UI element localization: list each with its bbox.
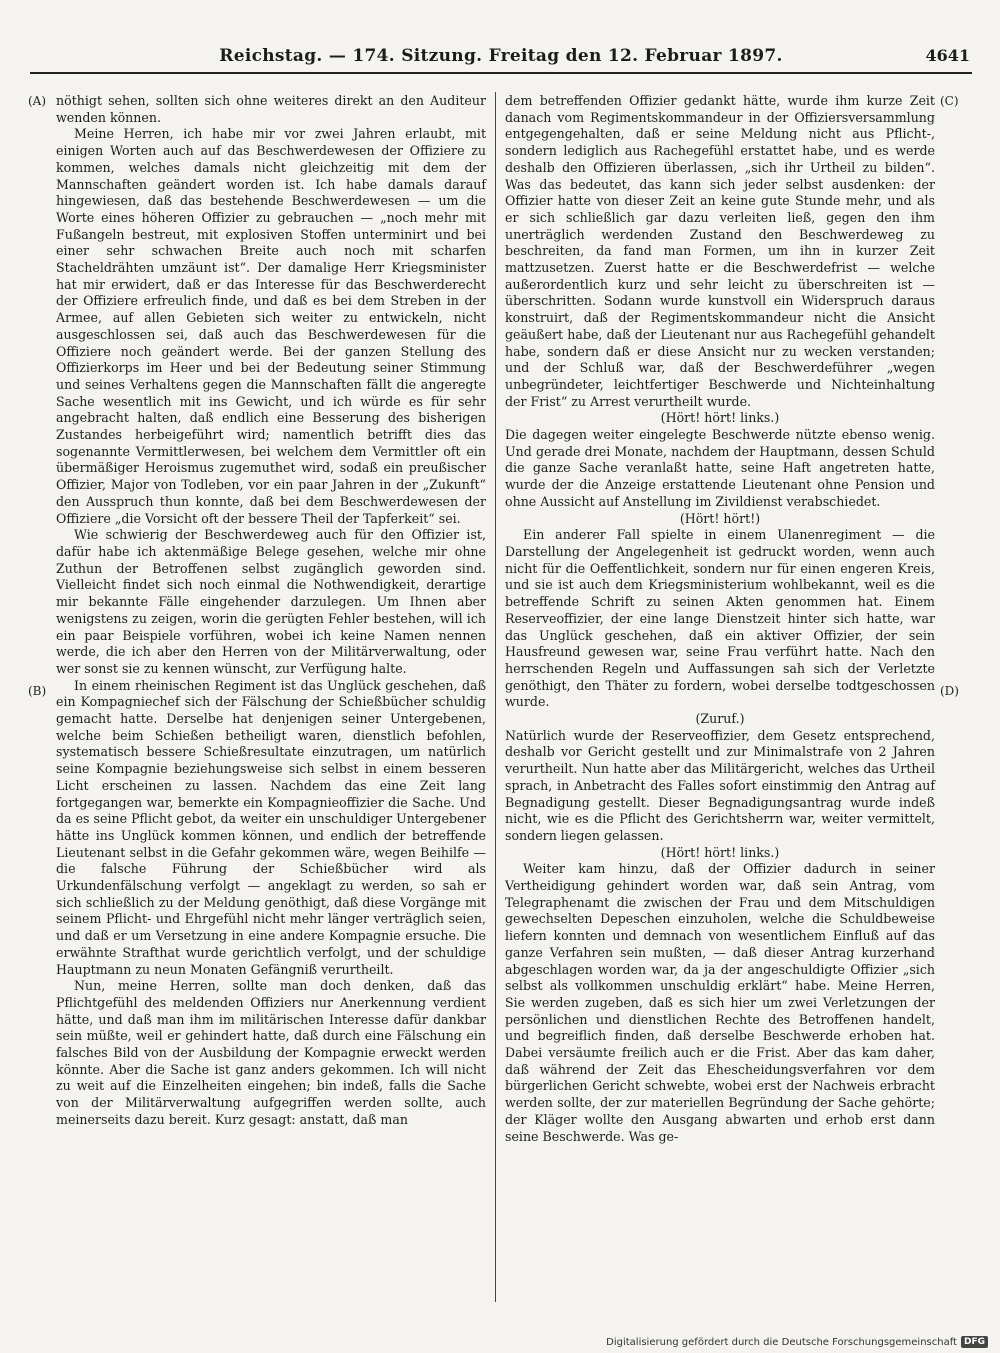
paragraph: Natürlich wurde der Reserveoffizier, dem Gesetz entsprechend, deshalb vor Gericht gestellt und zur Minimalstrafe von 2 Jahren verurtheilt. Nun hatte aber das Militärgericht, welches das Urtheil sprach, in Anbetracht des Falles sofort einstimmig den Antrag auf Begnadigung gestellt. Dieser Begnadigungsantrag wurde indeß nicht, wie es die Pflicht des Gerichtsherrn war, weiter vermittelt, sondern liegen gelassen.	[505, 727, 935, 843]
paragraph: In einem rheinischen Regiment ist das Unglück geschehen, daß ein Kompagniechef sich der Fälschung der Schießbücher schuldig gemacht hatte. Derselbe hat denjenigen seiner Untergebenen, welche beim Schießen betheiligt waren, dienstlich befohlen, systematisch bessere Schießresultate einzutragen, um natürlich seine Kompagnie beziehungsweise sich selbst in einem besseren Licht erscheinen zu lassen. Nachdem das eine Zeit lang fortgegangen war, bemerkte ein Kompagnieoffizier die Sache. Und da es seine Pflicht gebot, da weiter ein unschuldiger Untergebener hätte ins Unglück kommen können, und endlich der betreffende Lieutenant selbst in die Gefahr gekommen wäre, wegen Beihilfe — die falsche Führung der Schießbücher wird als Urkundenfälschung verfolgt — angeklagt zu werden, so sah er sich schließlich zu der Meldung genöthigt, daß diese Vorgänge mit seinem Pflicht- und Ehrgefühl nicht mehr länger verträglich seien, und daß er um Versetzung in eine andere Kompagnie ersuche. Die erwähnte Strafthat wurde gerichtlich verfolgt, und der schuldige Hauptmann zu neun Monaten Gefängniß verurtheilt.	[56, 677, 486, 977]
margin-marker-a: (A)	[28, 94, 47, 108]
interjection: (Zuruf.)	[695, 711, 745, 727]
column-divider	[495, 92, 496, 1302]
paragraph: Die dagegen weiter eingelegte Beschwerde nützte ebenso wenig. Und gerade drei Monate, nachdem der Hauptmann, dessen Schuld die ganze Sache veranlaßt hatte, seine Haft angetreten hatte, wurde der die Anzeige erstattende Lieutenant ohne Pension und ohne Aussicht auf Anstellung im Zivildienst verabschiedet.	[505, 427, 935, 509]
dfg-logo-icon: DFG	[961, 1336, 988, 1348]
paragraph: nöthigt sehen, sollten sich ohne weiteres direkt an den Auditeur wenden können.	[56, 93, 486, 125]
paragraph: Wie schwierig der Beschwerdeweg auch für den Offizier ist, dafür habe ich aktenmäßige Belege gesehen, welche mir ohne Zuthun der Betroffenen selbst zugänglich geworden sind. Vielleicht findet sich noch einmal die Nothwendigkeit, derartige mir bekannte Fälle eingehender darzulegen. Um Ihnen aber wenigstens zu zeigen, worin die gerügten Fehler bestehen, will ich ein paar Beispiele vorführen, wobei ich keine Namen nennen werde, die ich aber den Herren von der Militärverwaltung, oder wer sonst sie zu kennen wünscht, zur Verfügung halte.	[56, 527, 486, 676]
left-column	[56, 93, 486, 1129]
interjection: (Hört! hört!)	[679, 510, 761, 526]
margin-marker-d: (D)	[940, 684, 959, 698]
footer	[606, 1336, 988, 1348]
page-title: Reichstag. — 174. Sitzung. Freitag den 12. Februar 1897.	[219, 46, 783, 66]
interjection: (Hört! hört! links.)	[660, 410, 780, 426]
paragraph: Ein anderer Fall spielte in einem Ulanenregiment — die Darstellung der Angelegenheit ist gedruckt worden, wenn auch nicht für die Oeffentlichkeit, sondern nur für einen engeren Kreis, und sie ist auch dem Kriegsministerium wohlbekannt, weil es die betreffende Schrift zu seinen Akten genommen hat. Einem Reserveoffizier, der eine lange Dienstzeit hinter sich hatte, war das Unglück geschehen, daß ein aktiver Offizier, der sein Hausfreund gewesen war, seine Frau verführt hatte. Nach den herrschenden Regeln und Auffassungen sah sich der Verletzte genöthigt, den Thäter zu fordern, wobei derselbe todtgeschossen wurde.	[505, 527, 935, 710]
paragraph: Nun, meine Herren, sollte man doch denken, daß das Pflichtgefühl des meldenden Offiziers nur Anerkennung verdient hätte, und daß man ihm im militärischen Interesse dafür dankbar sein müßte, weil er gehindert hatte, daß durch eine Fälschung ein falsches Bild von der Ausbildung der Kompagnie erweckt werden könnte. Aber die Sache ist ganz anders gekommen. Ich will nicht zu weit auf die Einzelheiten eingehen; bin indeß, falls die Sache von der Militärverwaltung aufgegriffen werden sollte, auch meinerseits dazu bereit. Kurz gesagt: anstatt, daß man	[56, 978, 486, 1127]
page-number: 4641	[925, 46, 970, 65]
interjection: (Hört! hört! links.)	[660, 844, 780, 860]
paragraph: dem betreffenden Offizier gedankt hätte, wurde ihm kurze Zeit danach vom Regimentskommandeur in der Offiziersversammlung entgegengehalten, daß er seine Meldung nicht aus Pflicht-, sondern lediglich aus Rachegefühl erstattet habe, und es werde deshalb den Offizieren überlassen, „sich ihr Urtheil zu bilden“. Was das bedeutet, das kann sich jeder selbst ausdenken: der Offizier hatte von dieser Zeit an keine gute Stunde mehr, und als er sich schließlich gar dazu verleiten ließ, gegen den ihm unerträglich werdenden Zustand den Beschwerdeweg zu beschreiten, da fand man Formen, um ihn in kurzer Zeit mattzusetzen. Zuerst hatte er die Beschwerdefrist — welche außerordentlich kurz und sehr leicht zu überschreiten ist — überschritten. Sodann wurde kunstvoll ein Widerspruch daraus konstruirt, daß der Regimentskommandeur nicht die Ansicht geäußert habe, daß der Lieutenant nur aus Rachegefühl gehandelt habe, sondern daß er diese Ansicht nur zu wecken verstanden; und der Schluß war, daß der Beschwerdeführer „wegen unbegründeter, leichtfertiger Beschwerde und Nichteinhaltung der Frist“ zu Arrest verurtheilt wurde.	[505, 93, 935, 409]
paragraph: Weiter kam hinzu, daß der Offizier dadurch in seiner Vertheidigung gehindert worden war, daß sein Antrag, vom Telegraphenamt die zwischen der Frau und dem Mitschuldigen gewechselten Depeschen einzuholen, welche die Schuldbeweise liefern konnten und demnach von wesentlichem Einfluß auf das ganze Verfahren sein mußten, — daß dieser Antrag kurzerhand abgeschlagen worden war, da ja der angeschuldigte Offizier „sich selbst als vollkommen unschuldig erklärt“ habe. Meine Herren, Sie werden zugeben, daß es sich hier um zwei Verletzungen der persönlichen und dienstlichen Rechte des Betroffenen handelt, und begreiflich finden, daß derselbe Beschwerde erhoben hat. Dabei versäumte freilich auch er die Frist. Aber das kam daher, daß während der Zeit das Ehescheidungsverfahren vor dem bürgerlichen Gericht schwebte, wobei erst der Nachweis erbracht werden sollte, der zur materiellen Begründung der Sache gehörte; der Kläger wollte den Ausgang abwarten und erhob erst dann seine Beschwerde. Was ge-	[505, 861, 935, 1144]
margin-marker-b: (B)	[28, 684, 47, 698]
paragraph: Meine Herren, ich habe mir vor zwei Jahren erlaubt, mit einigen Worten auch auf das Beschwerdewesen der Offiziere zu kommen, welches damals nicht gleichzeitig mit dem der Mannschaften geändert worden ist. Ich habe damals darauf hingewiesen, daß das bestehende Beschwerdewesen — um die Worte eines höheren Offizier zu gebrauchen — „noch mehr mit Fußangeln bestreut, mit explosiven Stoffen unterminirt und bei einer sehr schwachen Breite auch noch mit scharfen Stacheldrähten umzäunt ist“. Der damalige Herr Kriegsminister hat mir erwidert, daß er das Interesse für das Beschwerderecht der Offiziere erfreulich finde, und daß es bei dem Streben in der Armee, auf allen Gebieten sich weiter zu entwickeln, nicht ausgeschlossen sei, daß auch das Beschwerdewesen für die Offiziere noch geändert werde. Bei der ganzen Stellung des Offizierkorps im Heer und bei der Bedeutung seiner Stimmung und seines Verhaltens gegen die Mannschaften fällt die angeregte Sache wesentlich mit ins Gewicht, und ich würde es für sehr angebracht halten, daß endlich eine Besserung des bisherigen Zustandes herbeigeführt wird; namentlich betrifft dies das sogenannte Vermittlerwesen, bei welchem dem Vermittler oft ein übermäßiger Heroismus zugemuthet wird, sodaß ein preußischer Offizier, Major von Todleben, vor ein paar Jahren in der „Zukunft“ den Ausspruch thun konnte, daß bei dem Beschwerdewesen der Offiziere „die Vorsicht oft der bessere Theil der Tapferkeit“ sei.	[56, 126, 486, 526]
footer-text: Digitalisierung gefördert durch die Deutsche Forschungsgemeinschaft	[606, 1336, 957, 1348]
right-column	[505, 93, 935, 1145]
page-header	[30, 46, 972, 74]
margin-marker-c: (C)	[940, 94, 959, 108]
